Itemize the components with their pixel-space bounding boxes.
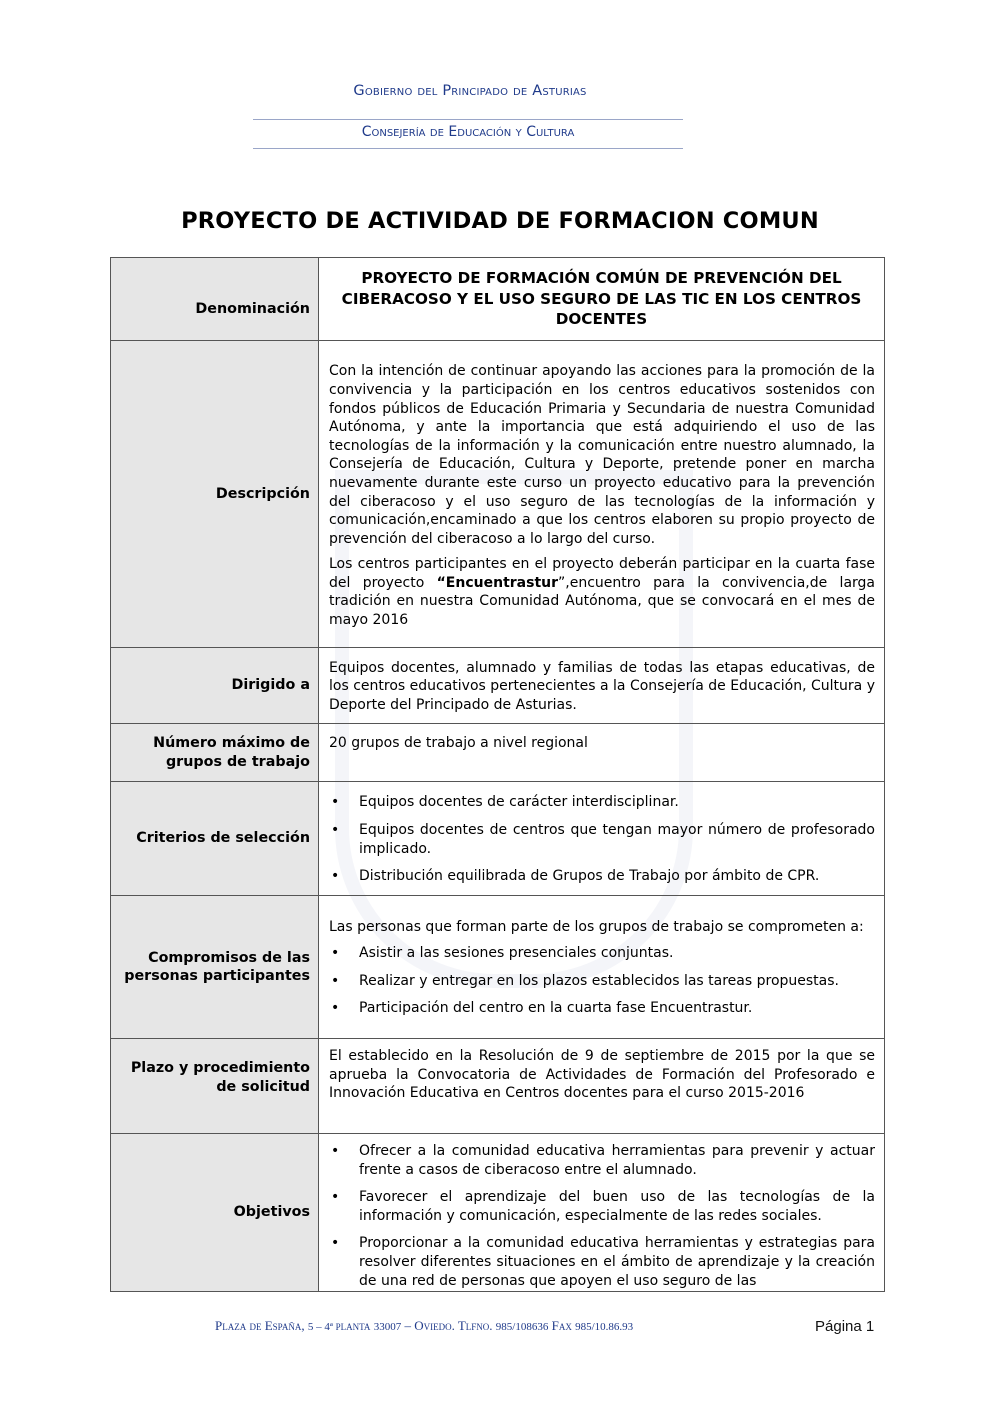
bullet-icon: • [331,1143,340,1159]
value-plazo: El establecido en la Resolución de 9 de septiembre de 2015 por la que se aprueba la Convocatoria de Actividades de Formación del Profesorado e Innovación Educativa en Centros docentes para el curso 2015-2016 [319,1039,885,1134]
list-item [329,821,875,858]
list-item [329,1188,875,1225]
text: 985/108636 [495,1321,549,1333]
text: Favorecer el aprendizaje del buen uso de las tecnologías de la información y comunicación, especialmente de las redes sociales. [359,1189,875,1224]
text: 33007 [373,1321,402,1333]
footer-address [215,1318,633,1334]
header-department: Consejería de Educación y Cultura [361,124,575,140]
objetivos-list [329,1142,875,1290]
list-item [329,999,875,1018]
list-item [329,867,875,886]
list-item [329,793,875,812]
descripcion-paragraph-1: Con la intención de continuar apoyando las acciones para la promoción de la convivencia y la participación en los centros educativos sostenidos con fondos públicos de Educación Primaria y Secundaria de nuestra Comunidad Autónoma, y ante la importancia que está adquiriendo el uso de las tecnologías de la información y la comunicación entre nuestro alumnado, la Consejería de Educación, Cultura y Deporte, pretende poner en marcha nuevamente durante este curso un proyecto educativo para la prevención del ciberacoso y el uso seguro de las tecnologías de la información y comunicación,encaminado a que los centros elaboren su propio proyecto de prevención del ciberacoso a lo largo del curso. [329,363,875,547]
page-number: Página 1 [815,1318,875,1335]
label-compromisos: Compromisos de las personas participantes [111,896,319,1039]
text: ”,encuentro para la convivencia,de larga tradición en nuestra Comunidad Autónoma, que se convocará en el mes de mayo 2016 [329,574,875,629]
text: Distribución equilibrada de Grupos de Trabajo por ámbito de CPR. [359,868,820,885]
encuentrastur-bold: “Encuentrastur [436,574,559,591]
value-criterios [319,782,885,896]
bullet-icon: • [331,944,340,961]
compromisos-list [329,944,875,1018]
label-numero: Número máximo de grupos de trabajo [111,724,319,782]
bullet-icon: • [331,821,340,838]
value-dirigido: Equipos docentes, alumnado y familias de todas las etapas educativas, de los centros educativos pertenecientes a la Consejería de Educación, Cultura y Deporte del Principado de Asturias. [319,648,885,724]
list-item [329,1234,875,1290]
list-item [329,1142,875,1179]
descripcion-paragraph-2 [329,555,875,629]
header-government: Gobierno del Principado de Asturias [353,83,587,99]
bullet-icon: • [331,972,340,989]
text: Ofrecer a la comunidad educativa herramientas para prevenir y actuar frente a casos de ciberacoso entre el alumnado. [359,1143,875,1178]
text: Realizar y entregar en los plazos establecidos las tareas propuestas. [359,972,839,989]
label-denominacion: Denominación [111,258,319,341]
bullet-icon: • [331,1189,340,1206]
text: 985/10.86.93 [575,1321,634,1333]
header-divider-top [253,119,683,120]
text: Proporcionar a la comunidad educativa herramientas y estrategias para resolver diferentes situaciones en el ámbito de aprendizaje y la creación de una red de personas que apoyen el uso seguro de las [359,1235,875,1289]
label-descripcion: Descripción [111,341,319,648]
label-plazo: Plazo y procedimiento de solicitud [111,1039,319,1134]
bullet-icon: • [331,794,340,811]
bullet-icon: • [331,1235,340,1252]
text: Participación del centro en la cuarta fase Encuentrastur. [359,1000,753,1017]
value-numero: 20 grupos de trabajo a nivel regional [319,724,885,782]
text: 5 – 4ª [307,1321,336,1333]
header-divider-bottom [253,148,683,149]
label-dirigido: Dirigido a [111,648,319,724]
value-objetivos [319,1134,885,1292]
project-table [110,257,885,1292]
page-title: PROYECTO DE ACTIVIDAD DE FORMACION COMUN [181,208,819,234]
value-compromisos [319,896,885,1039]
row-descripcion [111,341,885,648]
text: Equipos docentes de centros que tengan mayor número de profesorado implicado. [359,821,875,857]
row-objetivos [111,1134,885,1292]
row-numero [111,724,885,782]
text: – Oviedo. Tlfno. [401,1318,496,1333]
row-plazo [111,1039,885,1134]
criterios-list [329,793,875,885]
value-denominacion: PROYECTO DE FORMACIÓN COMÚN DE PREVENCIÓN DEL CIBERACOSO Y EL USO SEGURO DE LAS TIC EN LOS CENTROS DOCENTES [319,258,885,341]
text: Equipos docentes de carácter interdisciplinar. [359,794,679,811]
text: Los centros participantes en el proyecto deberán participar en la cuarta fase del proyecto [329,556,875,591]
row-dirigido [111,648,885,724]
list-item [329,944,875,963]
text: Fax [548,1318,576,1333]
bullet-icon: • [331,868,340,885]
value-descripcion [319,341,885,648]
text: Plaza de España, [215,1318,308,1333]
row-compromisos [111,896,885,1039]
list-item [329,972,875,991]
bullet-icon: • [331,1000,340,1017]
compromisos-intro: Las personas que forman parte de los grupos de trabajo se comprometen a: [329,919,864,936]
row-criterios [111,782,885,896]
row-denominacion [111,258,885,341]
label-objetivos: Objetivos [111,1134,319,1292]
text: Asistir a las sesiones presenciales conjuntas. [359,944,674,961]
text: planta [335,1318,374,1333]
label-criterios: Criterios de selección [111,782,319,896]
